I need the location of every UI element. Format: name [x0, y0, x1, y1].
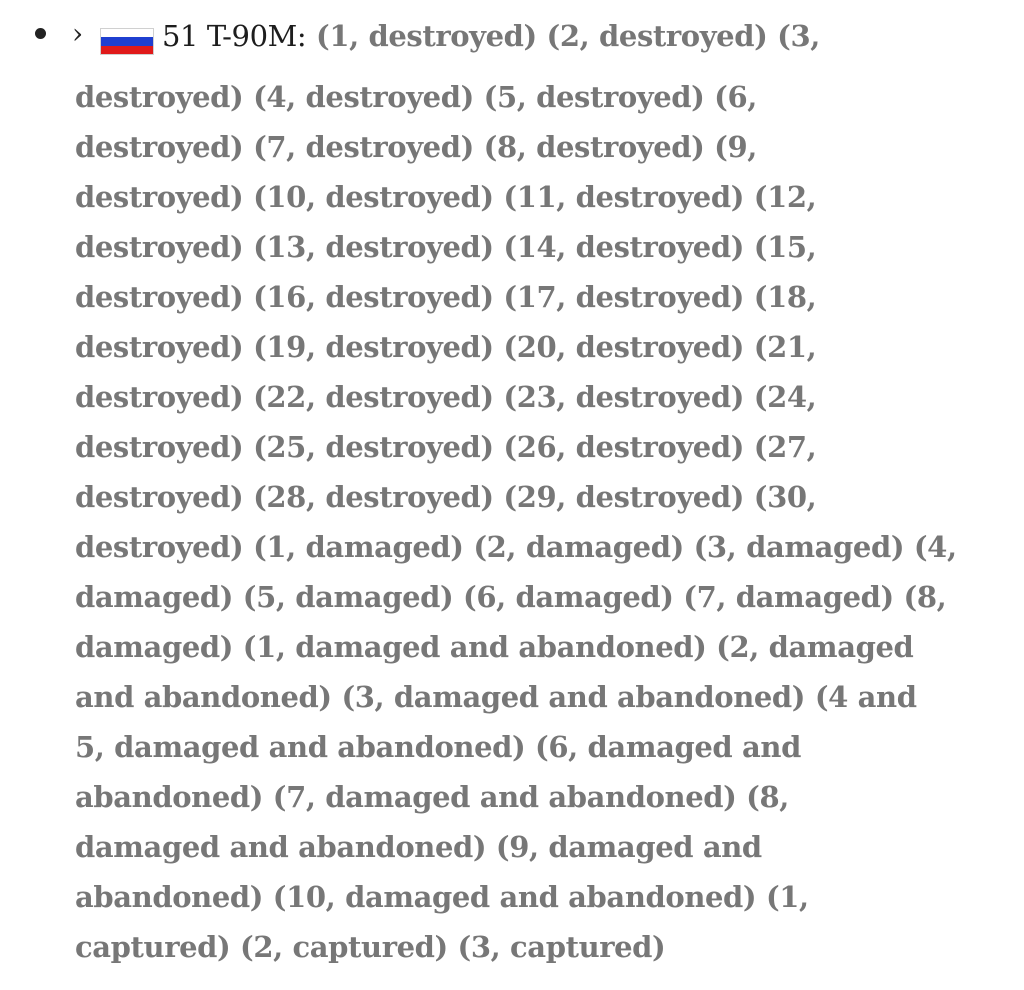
entry-line[interactable]: destroyed) (10, destroyed) (11, destroyed) (12, — [75, 180, 817, 214]
entry-line[interactable]: damaged and abandoned) (9, damaged and — [75, 830, 762, 864]
loss-link[interactable]: (1, destroyed) (2, destroyed) (3, — [316, 19, 820, 53]
entry-line[interactable]: destroyed) (4, destroyed) (5, destroyed) (6, — [75, 80, 757, 114]
entry-line[interactable]: 5, damaged and abandoned) (6, damaged and — [75, 730, 801, 764]
model-name: 51 T-90M: — [162, 19, 307, 53]
entry-line — [162, 0, 955, 72]
entry-line[interactable]: destroyed) (1, damaged) (2, damaged) (3, damaged) (4, — [75, 530, 957, 564]
entry-line[interactable]: damaged) (5, damaged) (6, damaged) (7, damaged) (8, — [75, 580, 947, 614]
entry-line[interactable]: destroyed) (7, destroyed) (8, destroyed) (9, — [75, 130, 757, 164]
entry-line[interactable]: damaged) (1, damaged and abandoned) (2, damaged — [75, 630, 914, 664]
entry-line[interactable]: destroyed) (13, destroyed) (14, destroyed) (15, — [75, 230, 817, 264]
entry-line[interactable]: and abandoned) (3, damaged and abandoned) (4 and — [75, 680, 917, 714]
chevron-right-icon[interactable]: › — [72, 17, 84, 50]
entry-line[interactable]: captured) (2, captured) (3, captured) — [75, 930, 666, 964]
entry-line[interactable]: destroyed) (25, destroyed) (26, destroyed) (27, — [75, 430, 817, 464]
entry-line[interactable]: abandoned) (7, damaged and abandoned) (8, — [75, 780, 789, 814]
entry-text — [75, 0, 955, 972]
bullet-icon — [35, 28, 46, 39]
entry-line[interactable]: destroyed) (16, destroyed) (17, destroyed) (18, — [75, 280, 817, 314]
entry-line[interactable]: destroyed) (19, destroyed) (20, destroyed) (21, — [75, 330, 817, 364]
entry-line[interactable]: abandoned) (10, damaged and abandoned) (1, — [75, 880, 809, 914]
entry-line[interactable]: destroyed) (28, destroyed) (29, destroyed) (30, — [75, 480, 817, 514]
entry-line[interactable]: destroyed) (22, destroyed) (23, destroyed) (24, — [75, 380, 817, 414]
